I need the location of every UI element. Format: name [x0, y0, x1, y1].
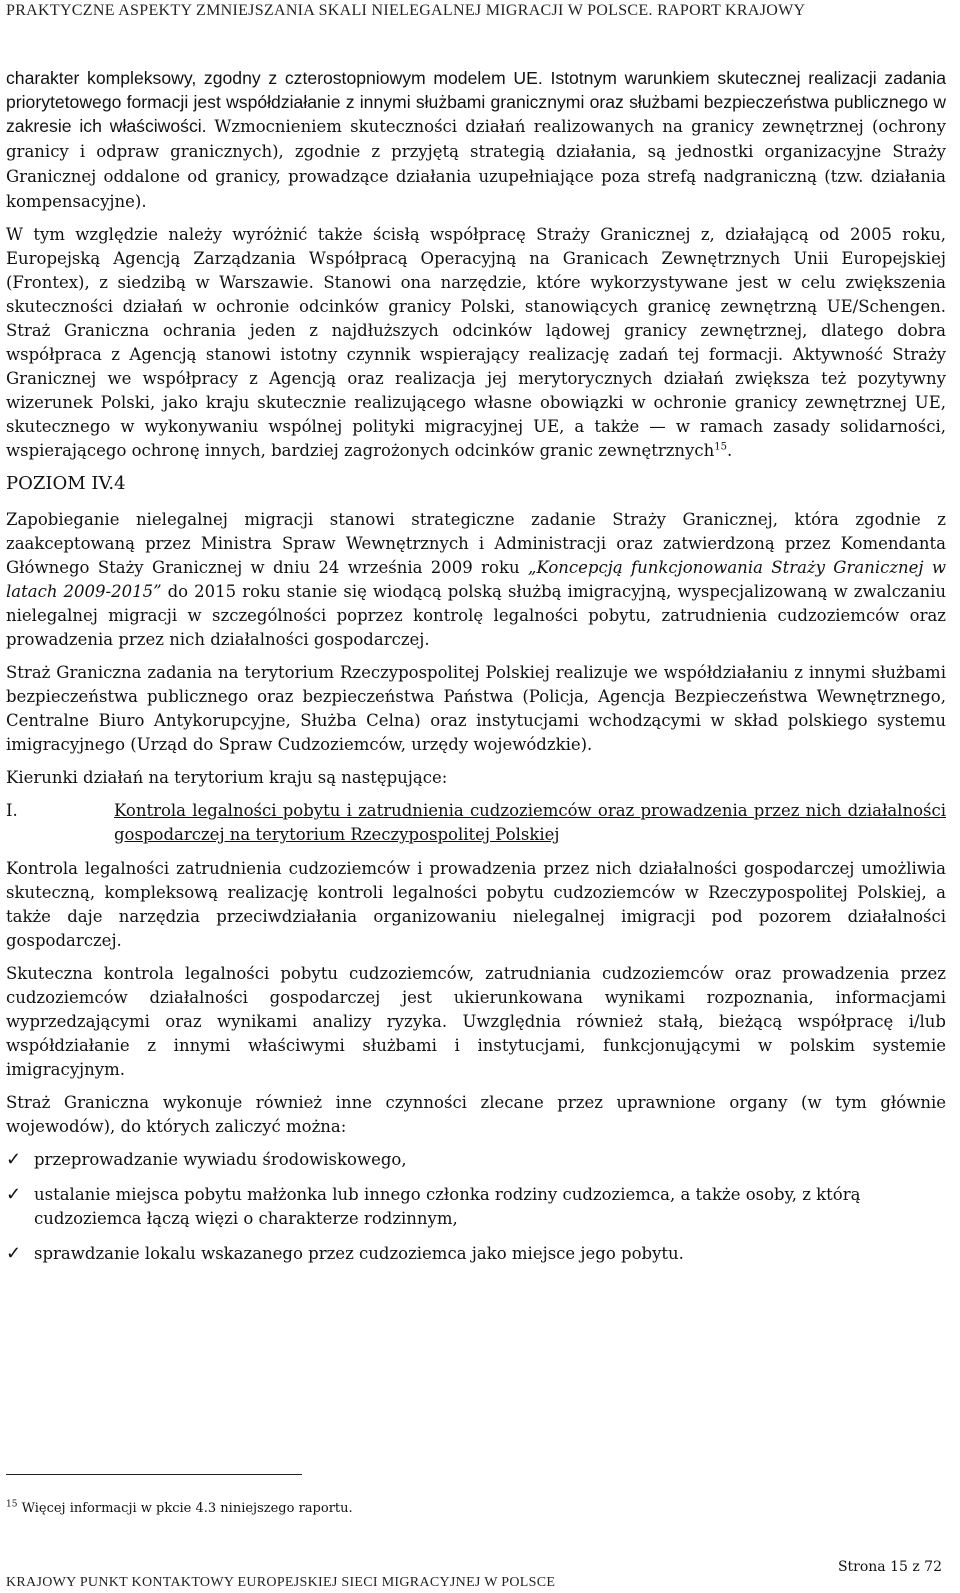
paragraph-text: Zapobieganie nielegalnej migracji stanowi strategiczne zadanie Straży Granicznej, która zgodnie z zaakceptowaną przez Ministra Spraw Wewnętrznych i Administracji oraz zatwierdzoną przez Komendanta Głównego Staży Granicznej w dniu 24 września 2009 roku: [6, 510, 946, 577]
paragraph-text: charakter kompleksowy, zgodny z czterostopniowym modelem UE. Istotnym warunkiem skutecznej realizacji zadania priorytetowego formacji jest współdziałanie z innymi służbami granicznymi oraz służbami bezpieczeństwa publicznego w zakresie ich właściwości.: [6, 68, 946, 136]
paragraph-strategy: [6, 508, 946, 652]
checkmark-icon: ✓: [6, 1243, 22, 1264]
running-footer: KRAJOWY PUNKT KONTAKTOWY EUROPEJSKIEJ SIECI MIGRACYJNEJ W POLSCE: [6, 1575, 556, 1590]
list-item-text: ustalanie miejsca pobytu małżonka lub innego członka rodziny cudzoziemca, a także osoby, z którą cudzoziemca łączą więzi o charakterze rodzinnym,: [34, 1185, 861, 1228]
footnote-reference[interactable]: 15: [714, 441, 727, 453]
list-item-text: sprawdzanie lokalu wskazanego przez cudzoziemca jako miejsce jego pobytu.: [34, 1244, 684, 1263]
list-item: [6, 1148, 946, 1172]
paragraph-cooperation: Straż Graniczna zadania na terytorium Rzeczypospolitej Polskiej realizuje we współdziałaniu z innymi służbami bezpieczeństwa publicznego oraz bezpieczeństwa Państwa (Policja, Agencja Bezpieczeństwa Wewnętrznego, Centralne Biuro Antykorupcyjne, Służba Celna) oraz instytucjami wchodzącymi w skład polskiego systemu imigracyjnego (Urząd do Spraw Cudzoziemców, urzędy wojewódzkie).: [6, 663, 946, 754]
paragraph-text-after: do 2015 roku stanie się wiodącą polską służbą imigracyjną, wyspecjalizowaną w zwalczaniu nielegalnej migracji w szczególności poprzez kontrolę legalności pobytu, zatrudnienia cudzoziemców oraz prowadzenia przez nich działalności gospodarczej.: [6, 582, 947, 649]
paragraph-text-b: Wzmocnieniem skuteczności działań realizowanych na granicy zewnętrznej (ochrony granicy i odpraw granicznych), zgodnie z przyjętą strategią działania, są jednostki organizacyjne Straży Granicznej oddalone od granicy, prowadzące działania uzupełniające poza strefą nadgraniczną (tzw. działania kompensacyjne).: [6, 117, 947, 211]
page-number: Strona 15 z 72: [837, 1559, 942, 1575]
checkmark-icon: ✓: [6, 1149, 22, 1170]
paragraph-text: W tym względzie należy wyróżnić także ścisłą współpracę Straży Granicznej z, działającą od 2005 roku, Europejską Agencją Zarządzania Współpracą Operacyjną na Granicach Zewnętrznych Unii Europejskiej (Frontex), z siedzibą w Warszawie. Stanowi ona narzędzie, które wykorzystywane jest w celu zwiększenia skuteczności działań w ochronie odcinków granicy Polski, stanowiących granicę zewnętrzną UE/Schengen. Straż Graniczna ochrania jeden z najdłuższych odcinków lądowej granicy zewnętrznej, dlatego dobra współpraca z Agencją stanowi istotny czynnik wspierający realizację zadań tej formacji. Aktywność Straży Granicznej we współpracy z Agencją oraz realizacja jej merytorycznych działań zwiększa też pozytywny wizerunek Polski, jako kraju skutecznie realizującego własne obowiązki w ochronie granicy zewnętrznej UE, skutecznego w wykonywaniu wspólnej polityki migracyjnej UE, a także — w ramach zasady solidarności, wspierającego ochronę innych, bardziej zagrożonych odcinków granic zewnętrznych: [6, 225, 946, 460]
footnote-number: 15: [6, 1499, 18, 1510]
page-body: [6, 66, 946, 1277]
footnote-divider: [6, 1474, 302, 1475]
subsection-number: I.: [6, 801, 18, 820]
subsection-heading: [6, 799, 946, 847]
paragraph-control: Kontrola legalności zatrudnienia cudzoziemców i prowadzenia przez nich działalności gospodarczej umożliwia skuteczną, kompleksową realizację kontroli legalności pobytu cudzoziemców w Rzeczypospolitej Polskiej, a także daje narzędzia przeciwdziałania organizowaniu nielegalnej imigracji pod pozorem działalności gospodarczej.: [6, 859, 946, 950]
paragraph-effective-control: Skuteczna kontrola legalności pobytu cudzoziemców, zatrudniania cudzoziemców oraz prowadzenia przez cudzoziemców działalności gospodarczej jest ukierunkowana wynikami rozpoznania, informacjami wyprzedzającymi oraz wynikami analizy ryzyka. Uwzględnia również stałą, bieżącą współpracę i/lub współdziałanie z innymi właściwymi służbami i instytucjami, funkcjonującymi w polskim systemie imigracyjnym.: [6, 964, 946, 1079]
task-list: [6, 1148, 946, 1266]
section-heading: POZIOM IV.4: [6, 473, 126, 494]
footnote: [6, 1500, 946, 1518]
running-header: PRAKTYCZNE ASPEKTY ZMNIEJSZANIA SKALI NIELEGALNEJ MIGRACJI W POLSCE. RAPORT KRAJOWY: [6, 2, 806, 19]
subsection-title: Kontrola legalności pobytu i zatrudnienia cudzoziemców oraz prowadzenia przez nich działalności gospodarczej na terytorium Rzeczypospolitej Polskiej: [114, 801, 946, 844]
paragraph-frontex: [6, 223, 946, 463]
paragraph-directions: Kierunki działań na terytorium kraju są następujące:: [6, 768, 448, 787]
paragraph-end: .: [727, 441, 733, 460]
document-title-italic: „Koncepcją funkcjonowania Straży Granicznej w latach 2009-2015”: [6, 558, 946, 601]
list-item-text: przeprowadzanie wywiadu środowiskowego,: [34, 1150, 407, 1169]
list-item: [6, 1242, 946, 1266]
paragraph-other-tasks: Straż Graniczna wykonuje również inne czynności zlecane przez uprawnione organy (w tym głównie wojewodów), do których zaliczyć można:: [6, 1093, 946, 1136]
checkmark-icon: ✓: [6, 1184, 22, 1205]
paragraph-continuation: [6, 66, 946, 214]
list-item: [6, 1183, 946, 1231]
footnote-text: Więcej informacji w pkcie 4.3 niniejszego raportu.: [17, 1501, 353, 1516]
